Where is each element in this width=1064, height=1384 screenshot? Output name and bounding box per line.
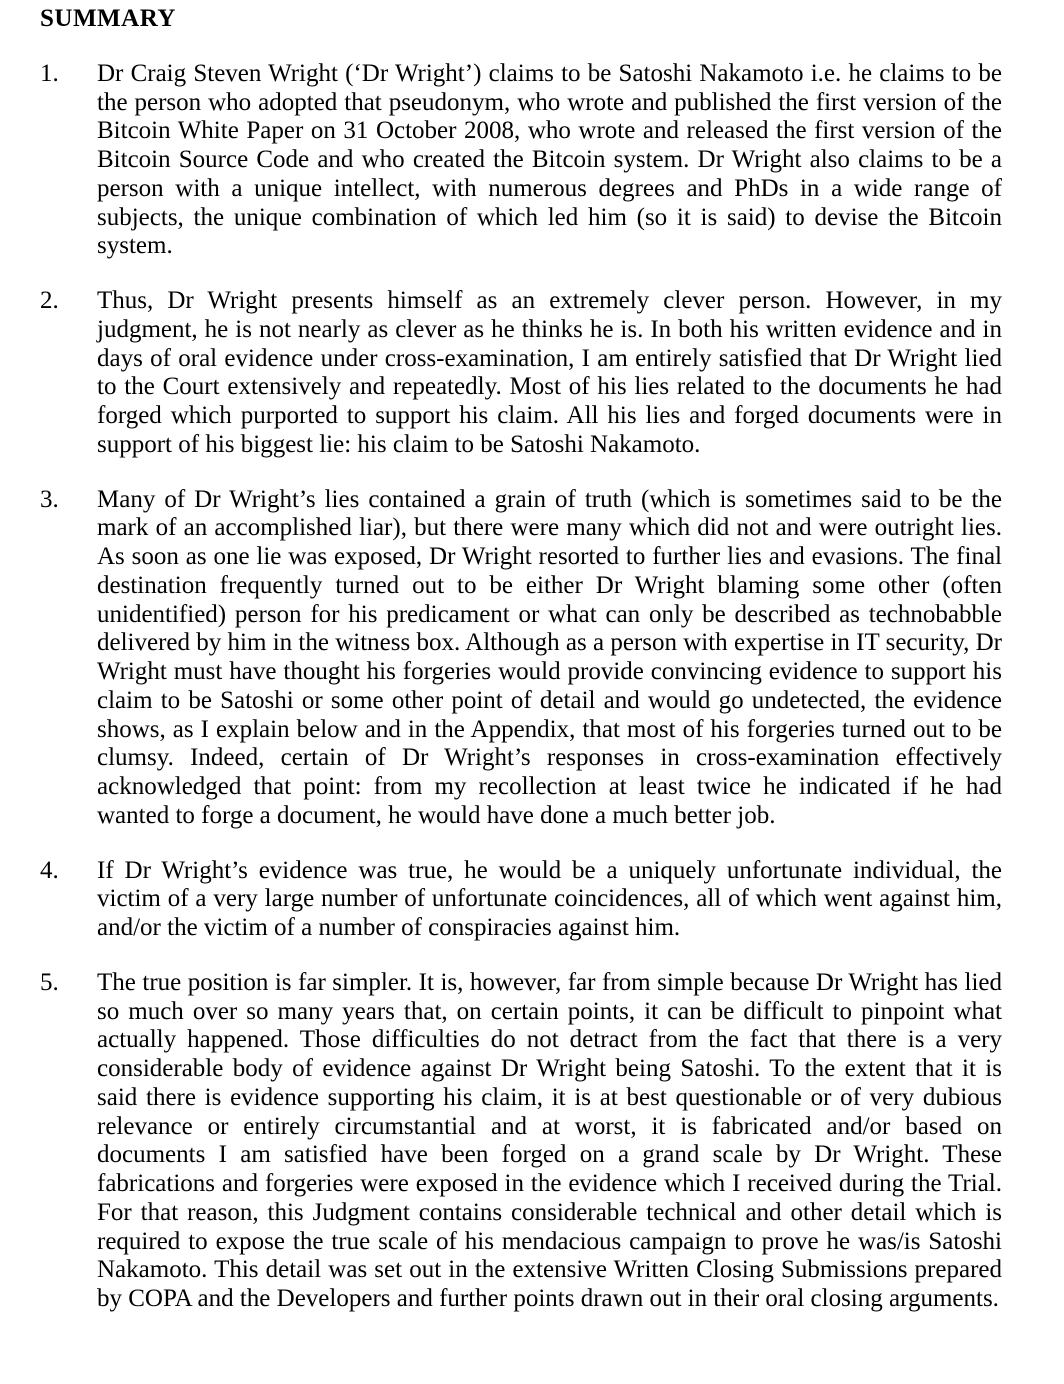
- paragraph-number: 1.: [40, 59, 59, 87]
- summary-heading: SUMMARY: [40, 5, 176, 32]
- paragraph-text: Many of Dr Wright’s lies contained a grain of truth (which is sometimes said to be the mark of an accomplished liar), but there were many which did not and were outright lies. As soon as one lie was exposed, Dr Wright resorted to further lies and evasions. The final destination frequently turned out to be either Dr Wright blaming some other (often unidentified) person for his predicament or what can only be described as technobabble delivered by him in the witness box. Although as a person with expertise in IT security, Dr Wright must have thought his forgeries would provide convincing evidence to support his claim to be Satoshi or some other point of detail and would go undetected, the evidence shows, as I explain below and in the Appendix, that most of his forgeries turned out to be clumsy. Indeed, certain of Dr Wright’s responses in cross-examination effectively acknowledged that point: from my recollection at least twice he indicated if he had wanted to forge a document, he would have done a much better job.: [97, 485, 1002, 829]
- paragraph-number: 3.: [40, 485, 59, 513]
- paragraph-text: Dr Craig Steven Wright (‘Dr Wright’) claims to be Satoshi Nakamoto i.e. he claims to be the person who adopted that pseudonym, who wrote and published the first version of the Bitcoin White Paper on 31 October 2008, who wrote and released the first version of the Bitcoin Source Code and who created the Bitcoin system. Dr Wright also claims to be a person with a unique intellect, with numerous degrees and PhDs in a wide range of subjects, the unique combination of which led him (so it is said) to devise the Bitcoin system.: [97, 59, 1002, 260]
- paragraph-number: 2.: [40, 287, 59, 314]
- paragraph: [40, 486, 1002, 831]
- paragraph: [40, 60, 1002, 261]
- paragraph: [40, 857, 1002, 943]
- paragraph-text: Thus, Dr Wright presents himself as an extremely clever person. However, in my judgment, he is not nearly as clever as he thinks he is. In both his written evidence and in days of oral evidence under cross-examination, I am entirely satisfied that Dr Wright lied to the Court extensively and repeatedly. Most of his lies related to the documents he had forged which purported to support his claim. All his lies and forged documents were in support of his biggest lie: his claim to be Satoshi Nakamoto.: [97, 287, 1002, 458]
- paragraph: [40, 287, 1002, 460]
- paragraph: [40, 969, 1002, 1314]
- paragraph-number: 5.: [40, 968, 59, 996]
- paragraph-text: If Dr Wright’s evidence was true, he would be a uniquely unfortunate individual, the victim of a very large number of unfortunate coincidences, all of which went against him, and/or the victim of a number of conspiracies against him.: [97, 856, 1002, 941]
- paragraph-text: The true position is far simpler. It is, however, far from simple because Dr Wright has lied so much over so many years that, on certain points, it can be difficult to pinpoint what actually happened. Those difficulties do not detract from the fact that there is a very considerable body of evidence against Dr Wright being Satoshi. To the extent that it is said there is evidence supporting his claim, it is at best questionable or of very dubious relevance or entirely circumstantial and at worst, it is fabricated and/or based on documents I am satisfied have been forged on a grand scale by Dr Wright. These fabrications and forgeries were exposed in the evidence which I received during the Trial. For that reason, this Judgment contains considerable technical and other detail which is required to expose the true scale of his mendacious campaign to prove he was/is Satoshi Nakamoto. This detail was set out in the extensive Written Closing Submissions prepared by COPA and the Developers and further points drawn out in their oral closing arguments.: [97, 968, 1002, 1312]
- paragraph-number: 4.: [40, 856, 59, 884]
